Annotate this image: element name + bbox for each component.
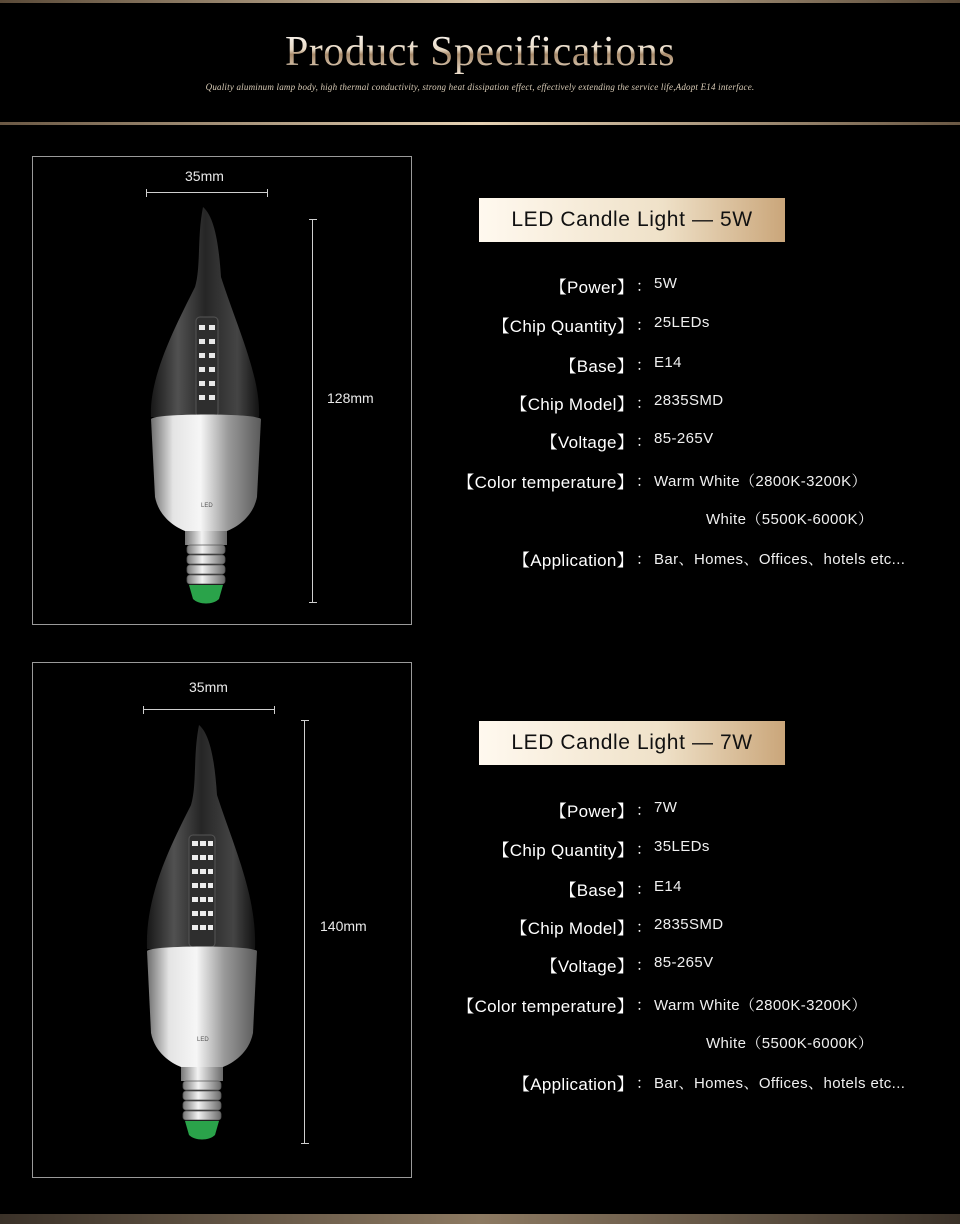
spec-row-base bbox=[0, 352, 960, 376]
spec-label: 【Application】 bbox=[512, 1075, 634, 1094]
spec-row-chip-quantity bbox=[0, 836, 960, 860]
spec-colon: ： bbox=[636, 433, 652, 450]
spec-row-chip-quantity bbox=[0, 312, 960, 336]
spec-colon: ： bbox=[636, 919, 652, 936]
bulb-print-text: LED bbox=[197, 1037, 209, 1043]
spec-value: 7W bbox=[654, 799, 678, 816]
spec-value: 85-265V bbox=[654, 430, 714, 447]
spec-colon: ： bbox=[636, 802, 652, 819]
spec-value: Warm White（2800K-3200K） bbox=[654, 473, 867, 490]
spec-value: Warm White（2800K-3200K） bbox=[654, 997, 867, 1014]
spec-row-chip-model bbox=[0, 914, 960, 938]
spec-colon: ： bbox=[636, 317, 652, 334]
spec-value: 2835SMD bbox=[654, 392, 724, 409]
spec-label: 【Color temperature】 bbox=[457, 473, 634, 492]
width-dimension-line bbox=[143, 706, 275, 714]
spec-row-power bbox=[0, 797, 960, 821]
width-dimension-label: 35mm bbox=[189, 679, 228, 695]
spec-row-color-temperature bbox=[0, 992, 960, 1016]
spec-value: 85-265V bbox=[654, 954, 714, 971]
width-dimension-label: 35mm bbox=[185, 168, 224, 184]
spec-row-color-temperature-2 bbox=[0, 506, 960, 530]
spec-value: Bar、Homes、Offices、hotels etc... bbox=[654, 551, 906, 568]
spec-value: Bar、Homes、Offices、hotels etc... bbox=[654, 1075, 906, 1092]
spec-label: 【Voltage】 bbox=[540, 957, 634, 976]
spec-label: 【Power】 bbox=[549, 802, 634, 821]
spec-label: 【Power】 bbox=[549, 278, 634, 297]
width-dimension-line bbox=[146, 189, 268, 197]
spec-label: 【Base】 bbox=[559, 881, 634, 900]
header-bottom-rule bbox=[0, 122, 960, 125]
spec-colon: ： bbox=[636, 551, 652, 568]
spec-row-chip-model bbox=[0, 390, 960, 414]
spec-colon: ： bbox=[636, 473, 652, 490]
page-subtitle: Quality aluminum lamp body, high thermal conductivity, strong heat dissipation effect, effectively extending the service life,Adopt E14 interface. bbox=[205, 82, 755, 92]
spec-colon: ： bbox=[636, 357, 652, 374]
spec-value: White（5500K-6000K） bbox=[706, 511, 874, 528]
spec-value: 2835SMD bbox=[654, 916, 724, 933]
spec-row-application bbox=[0, 1070, 960, 1094]
spec-colon: ： bbox=[636, 1075, 652, 1092]
spec-row-voltage bbox=[0, 428, 960, 452]
height-dimension-label: 128mm bbox=[327, 390, 374, 406]
spec-row-power bbox=[0, 273, 960, 297]
footer-rule bbox=[0, 1214, 960, 1224]
spec-row-voltage bbox=[0, 952, 960, 976]
spec-label: 【Chip Quantity】 bbox=[492, 317, 634, 336]
spec-row-color-temperature bbox=[0, 468, 960, 492]
product-title-bar: LED Candle Light — 7W bbox=[479, 721, 785, 765]
spec-colon: ： bbox=[636, 881, 652, 898]
spec-value: E14 bbox=[654, 878, 682, 895]
bulb-print-text: LED bbox=[201, 503, 213, 509]
spec-colon: ： bbox=[636, 841, 652, 858]
spec-label: 【Base】 bbox=[559, 357, 634, 376]
candle-bulb-image bbox=[137, 725, 267, 1175]
spec-colon: ： bbox=[636, 997, 652, 1014]
spec-label: 【Chip Quantity】 bbox=[492, 841, 634, 860]
page-title: Product Specifications bbox=[0, 28, 960, 76]
header-top-rule bbox=[0, 0, 960, 3]
product-title-bar: LED Candle Light — 5W bbox=[479, 198, 785, 242]
spec-label: 【Voltage】 bbox=[540, 433, 634, 452]
spec-value: White（5500K-6000K） bbox=[706, 1035, 874, 1052]
spec-value: E14 bbox=[654, 354, 682, 371]
spec-value: 25LEDs bbox=[654, 314, 710, 331]
height-dimension-label: 140mm bbox=[320, 918, 367, 934]
spec-label: 【Chip Model】 bbox=[510, 395, 634, 414]
spec-colon: ： bbox=[636, 278, 652, 295]
spec-label: 【Chip Model】 bbox=[510, 919, 634, 938]
spec-value: 5W bbox=[654, 275, 678, 292]
header-banner bbox=[0, 0, 960, 124]
spec-row-application bbox=[0, 546, 960, 570]
spec-value: 35LEDs bbox=[654, 838, 710, 855]
spec-colon: ： bbox=[636, 957, 652, 974]
spec-label: 【Application】 bbox=[512, 551, 634, 570]
spec-row-base bbox=[0, 876, 960, 900]
spec-row-color-temperature-2 bbox=[0, 1030, 960, 1054]
spec-colon: ： bbox=[636, 395, 652, 412]
spec-label: 【Color temperature】 bbox=[457, 997, 634, 1016]
